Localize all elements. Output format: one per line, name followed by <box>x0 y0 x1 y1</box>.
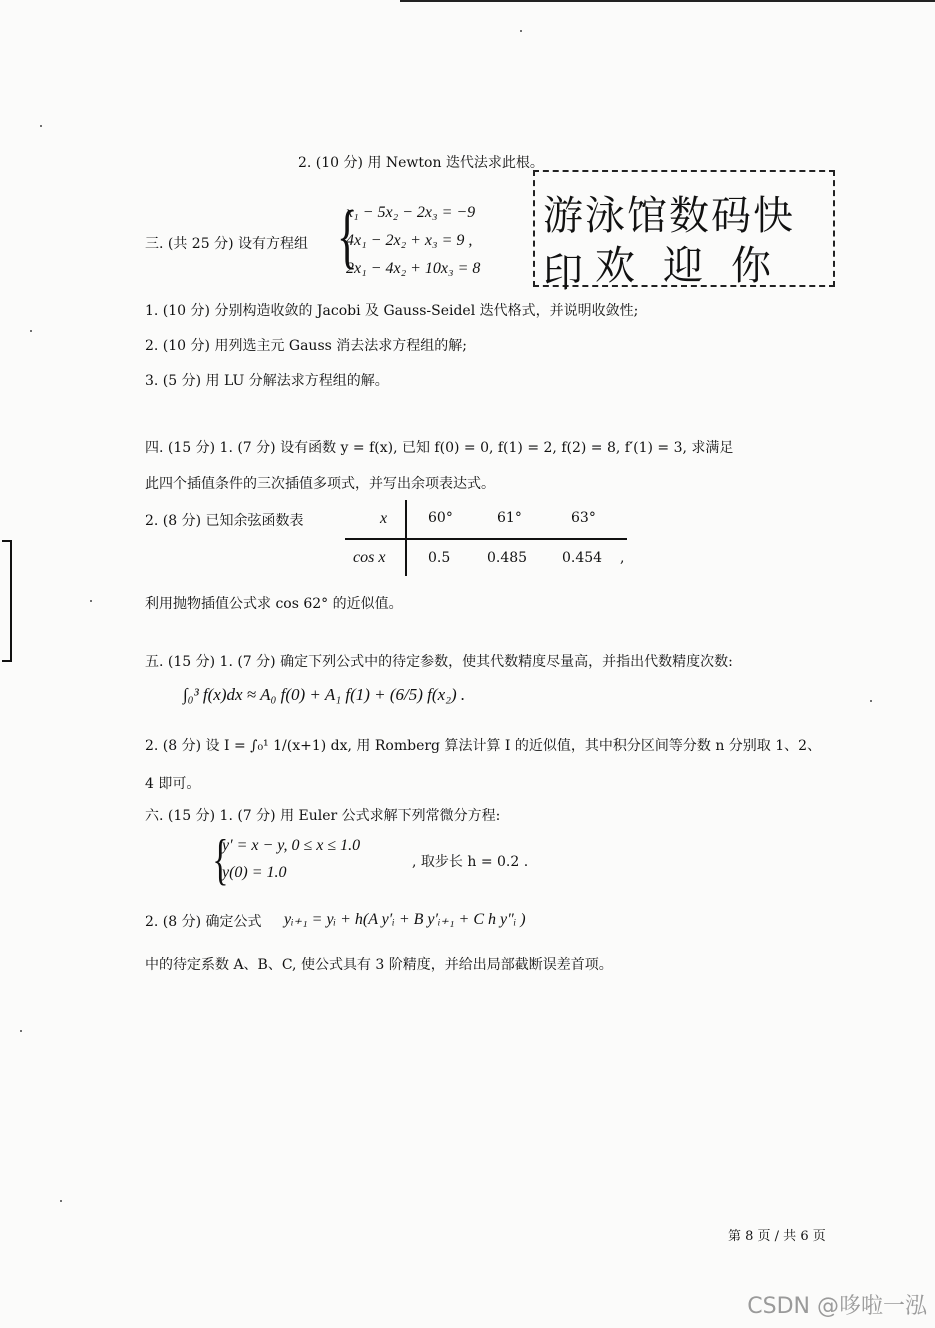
sec3-part1: 1. (10 分) 分别构造收敛的 Jacobi 及 Gauss-Seidel 迭代格式，并说明收敛性; <box>145 303 639 319</box>
table-x-1: 60° <box>428 510 453 526</box>
scan-speck <box>60 1200 62 1202</box>
sec4-line3: 利用抛物插值公式求 cos 62° 的近似值。 <box>145 596 403 612</box>
binding-edge-mark <box>2 540 12 662</box>
sec6-brace: { <box>212 829 229 891</box>
q2-newton: 2. (10 分) 用 Newton 迭代法求此根。 <box>298 155 544 171</box>
table-tail-comma: , <box>620 550 625 566</box>
table-cos-1: 0.5 <box>428 550 451 566</box>
scan-speck <box>20 1030 22 1032</box>
scan-speck <box>40 125 42 127</box>
scan-speck <box>520 30 522 32</box>
scan-top-edge <box>400 0 935 2</box>
sec5-line1: 五. (15 分) 1. (7 分) 确定下列公式中的待定参数，使其代数精度尽量高，并指出代数精度次数: <box>145 654 733 670</box>
sec3-brace: { <box>336 196 358 276</box>
sec3-part3: 3. (5 分) 用 LU 分解法求方程组的解。 <box>145 373 389 389</box>
sec3-eq2: 4x₁ − 2x₂ + x₃ = 9 , <box>346 232 473 249</box>
sec6-ode1: y′ = x − y, 0 ≤ x ≤ 1.0 <box>222 837 361 854</box>
table-cos-3: 0.454 <box>562 550 603 566</box>
stamp-line2: 欢迎你 <box>595 243 799 289</box>
sec5-line3: 4 即可。 <box>145 776 201 792</box>
table-x-label: x <box>380 510 388 527</box>
table-cos-2: 0.485 <box>487 550 528 566</box>
stamp-line1: 游泳馆数码快印 <box>543 193 795 296</box>
csdn-watermark: CSDN @哆啦一泓 <box>747 1294 927 1319</box>
page-footer: 第 8 页 / 共 6 页 <box>728 1229 826 1244</box>
sec3-eq3: 2x₁ − 4x₂ + 10x₃ = 8 <box>346 260 481 277</box>
sec6-step: , 取步长 h = 0.2 . <box>412 854 529 870</box>
sec5-line2: 2. (8 分) 设 I = ∫₀¹ 1/(x+1) dx, 用 Romberg 算法计算 I 的近似值，其中积分区间等分数 n 分别取 1、2、 <box>145 738 822 754</box>
sec6-part2: 2. (8 分) 确定公式 <box>145 914 262 930</box>
sec4-line2: 此四个插值条件的三次插值多项式，并写出余项表达式。 <box>145 476 495 492</box>
sec5-formula: ∫₀³ f(x)dx ≈ A₀ f(0) + A₁ f(1) + (6/5) f(x₂) . <box>183 685 466 704</box>
sec6-line1: 六. (15 分) 1. (7 分) 用 Euler 公式求解下列常微分方程: <box>145 808 501 824</box>
sec4-part2: 2. (8 分) 已知余弦函数表 <box>145 513 304 529</box>
table-x-2: 61° <box>497 510 522 526</box>
sec6-formula: yᵢ₊₁ = yᵢ + h(A y′ᵢ + B y′ᵢ₊₁ + C h y″ᵢ ) <box>284 911 526 928</box>
sec3-eq1: x₁ − 5x₂ − 2x₃ = −9 <box>346 204 476 221</box>
table-horizontal-rule <box>345 538 627 540</box>
scan-speck <box>90 600 92 602</box>
print-shop-stamp <box>533 170 835 296</box>
sec4-line1: 四. (15 分) 1. (7 分) 设有函数 y = f(x), 已知 f(0) = 0, f(1) = 2, f(2) = 8, f′(1) = 3, 求满足 <box>145 440 734 456</box>
scan-speck <box>30 330 32 332</box>
sec3-heading: 三. (共 25 分) 设有方程组 <box>145 236 308 252</box>
table-x-3: 63° <box>571 510 596 526</box>
table-cos-label: cos x <box>353 549 386 566</box>
sec6-line3: 中的待定系数 A、B、C, 使公式具有 3 阶精度，并给出局部截断误差首项。 <box>145 957 613 973</box>
sec3-part2: 2. (10 分) 用列选主元 Gauss 消去法求方程组的解; <box>145 338 467 354</box>
scan-speck <box>870 700 872 702</box>
sec6-ode2: y(0) = 1.0 <box>222 864 287 881</box>
